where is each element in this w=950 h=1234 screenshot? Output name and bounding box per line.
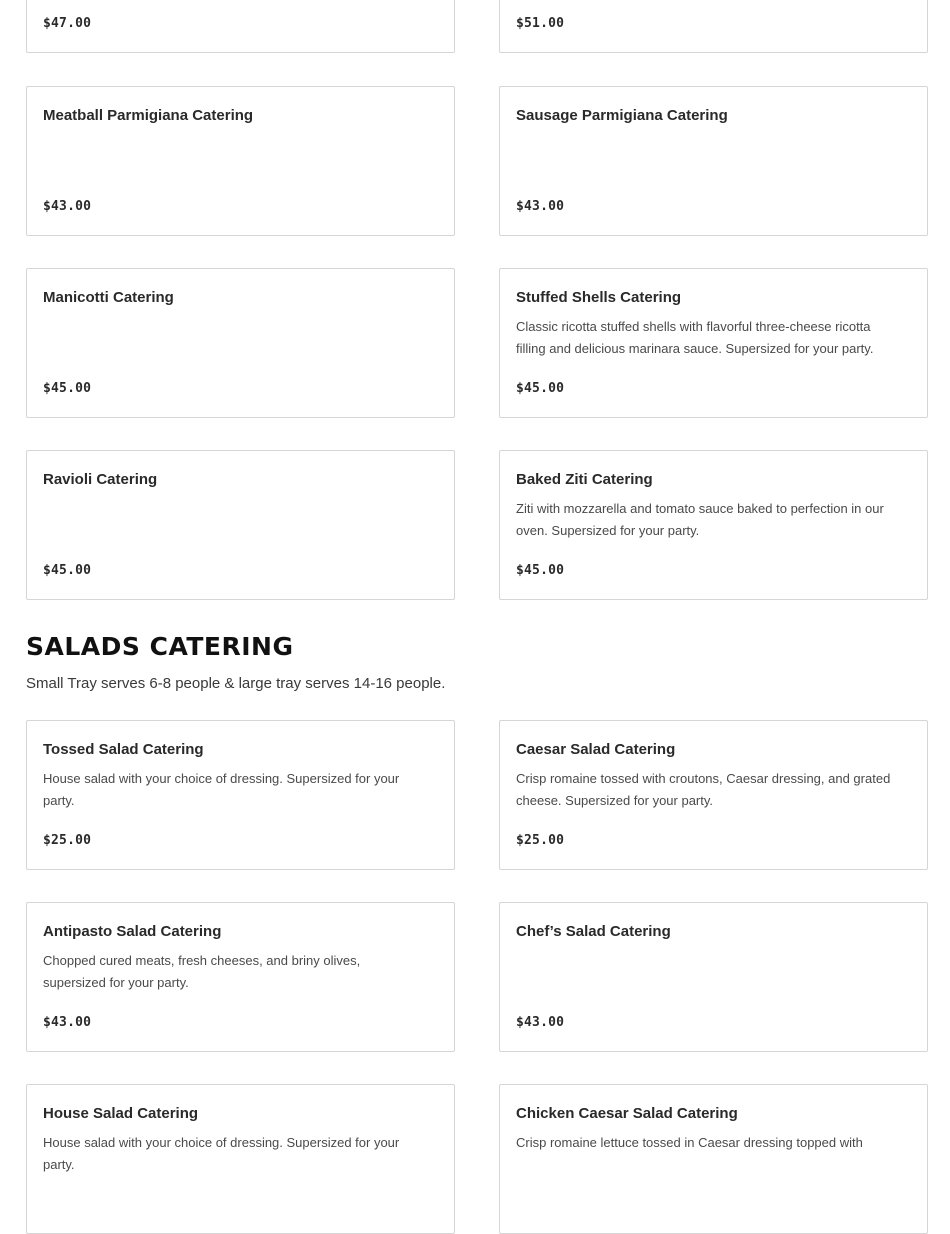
item-price: $51.00 [516,16,565,31]
item-title: Sausage Parmigiana Catering [516,107,728,124]
item-title: Ravioli Catering [43,471,158,488]
item-price: $43.00 [516,1015,565,1030]
item-price: $45.00 [516,381,565,396]
item-description: Classic ricotta stuffed shells with flavorful three-cheese ricotta filling and delicious marinara sauce. Supersized for your party. [516,319,874,356]
item-title: Chicken Caesar Salad Catering [516,1105,738,1122]
item-price: $25.00 [516,833,565,848]
menu-item-card[interactable] [26,0,455,53]
item-title: Chef’s Salad Catering [516,923,671,940]
menu-item-card[interactable] [499,720,928,870]
item-price: $45.00 [43,381,92,396]
item-title: Antipasto Salad Catering [43,923,222,940]
item-price: $43.00 [516,199,565,214]
section-title: SALADS CATERING [26,632,294,661]
item-price: $43.00 [43,1015,92,1030]
menu-item-card[interactable] [26,268,455,418]
menu-item-card[interactable] [499,86,928,236]
menu-item-card[interactable] [499,268,928,418]
item-title: Stuffed Shells Catering [516,289,682,306]
menu-item-card[interactable] [26,720,455,870]
menu-item-card[interactable] [499,0,928,53]
item-description: Crisp romaine tossed with croutons, Caesar dressing, and grated cheese. Supersized for your party. [516,771,891,808]
item-title: Tossed Salad Catering [43,741,204,758]
item-description: House salad with your choice of dressing. Supersized for your party. [43,1135,400,1172]
item-description: Ziti with mozzarella and tomato sauce baked to perfection in our oven. Supersized for your party. [516,501,884,538]
item-price: $45.00 [516,563,565,578]
item-price: $25.00 [43,833,92,848]
item-price: $43.00 [43,199,92,214]
item-title: Caesar Salad Catering [516,741,676,758]
item-title: House Salad Catering [43,1105,199,1122]
item-title: Meatball Parmigiana Catering [43,107,254,124]
menu-item-card[interactable] [499,902,928,1052]
item-title: Manicotti Catering [43,289,174,306]
menu-item-card[interactable] [26,86,455,236]
item-description: Crisp romaine lettuce tossed in Caesar dressing topped with [516,1135,863,1150]
menu-item-card[interactable] [26,1084,455,1234]
menu-item-card[interactable] [26,902,455,1052]
menu-item-card[interactable] [499,1084,928,1234]
item-title: Baked Ziti Catering [516,471,653,488]
section-subtitle: Small Tray serves 6-8 people & large tray serves 14-16 people. [26,675,446,692]
menu-item-card[interactable] [499,450,928,600]
item-price: $47.00 [43,16,92,31]
item-price: $45.00 [43,563,92,578]
item-description: House salad with your choice of dressing. Supersized for your party. [43,771,400,808]
item-description: Chopped cured meats, fresh cheeses, and briny olives, supersized for your party. [43,953,361,990]
menu-item-card[interactable] [26,450,455,600]
